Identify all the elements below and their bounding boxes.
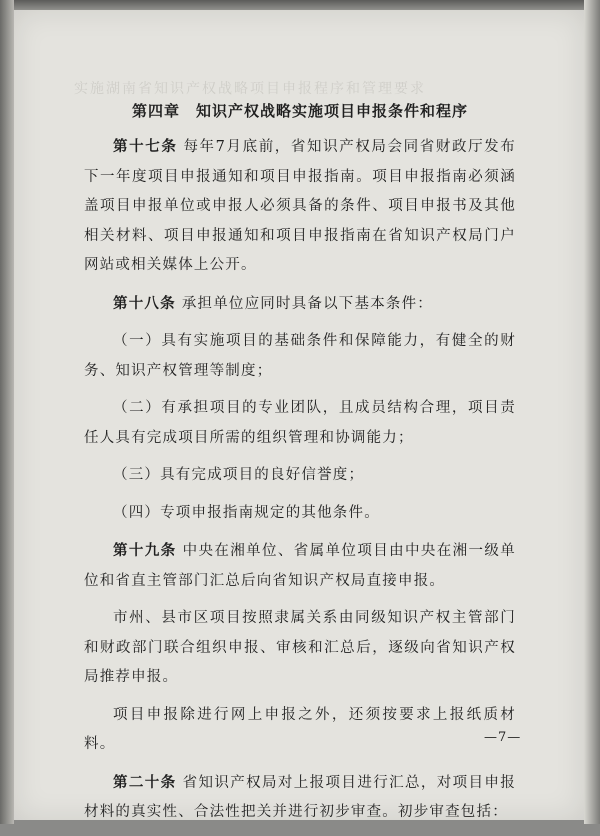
article-label: 第十七条 xyxy=(113,138,178,155)
paragraph-text: （三）具有完成项目的良好信誉度； xyxy=(113,467,365,483)
article-label: 第十八条 xyxy=(113,294,176,312)
paragraph-article-18 xyxy=(84,289,516,320)
paragraph-paper-materials xyxy=(84,701,516,760)
paragraph-text: （一）具有实施项目的基础条件和保障能力，有健全的财务、知识产权管理等制度； xyxy=(84,333,516,379)
paragraph-county-submission xyxy=(84,604,516,693)
paragraph-condition-4 xyxy=(84,499,516,529)
chapter-number: 第四章 xyxy=(131,102,180,120)
paragraph-text: （四）专项申报指南规定的其他条件。 xyxy=(113,504,380,521)
scan-edge-right xyxy=(584,0,600,824)
paragraph-text: 中央在湘单位、省属单位项目由中央在湘一级单位和省直主管部门汇总后向省知识产权局直接申报。 xyxy=(84,543,516,589)
paragraph-article-20 xyxy=(84,768,516,828)
paragraph-text: （二）有承担项目的专业团队，且成员结构合理，项目责任人具有完成项目所需的组织管理和协调能力； xyxy=(84,400,516,446)
page-number: —7— xyxy=(484,730,522,745)
paragraph-text: 省知识产权局对上报项目进行汇总，对项目申报材料的真实性、合法性把关并进行初步审查。初步审查包括： xyxy=(84,774,516,820)
paragraph-condition-3 xyxy=(84,461,516,491)
paragraph-condition-1 xyxy=(84,327,516,386)
article-label: 第十九条 xyxy=(113,542,177,559)
paragraph-condition-2 xyxy=(84,394,516,453)
bleed-through-text: 实施湖南省知识产权战略项目申报程序和管理要求 xyxy=(74,81,426,97)
scan-edge-left xyxy=(0,0,14,824)
article-label: 第二十条 xyxy=(113,773,177,791)
document-body xyxy=(84,100,516,836)
paragraph-article-17 xyxy=(84,132,516,281)
paragraph-article-19 xyxy=(84,536,516,596)
chapter-heading xyxy=(84,100,516,122)
paragraph-text: 市州、县市区项目按照隶属关系由同级知识产权主管部门和财政部门联合组织申报、审核和汇总后，逐级向省知识产权局推荐申报。 xyxy=(84,610,516,685)
paragraph-text: 项目申报除进行网上申报之外，还须按要求上报纸质材料。 xyxy=(84,706,516,752)
paragraph-text: 承担单位应同时具备以下基本条件： xyxy=(181,295,434,312)
chapter-title: 知识产权战略实施项目申报条件和程序 xyxy=(196,102,469,120)
paragraph-text: 每年7月底前，省知识产权局会同省财政厅发布下一年度项目申报通知和项目申报指南。项目申报指南必须涵盖项目申报单位或申报人必须具备的条件、项目申报书及其他相关材料、项目申报通知和项目申报指南在省知识产权局门户网站或相关媒体上公开。 xyxy=(84,139,516,273)
